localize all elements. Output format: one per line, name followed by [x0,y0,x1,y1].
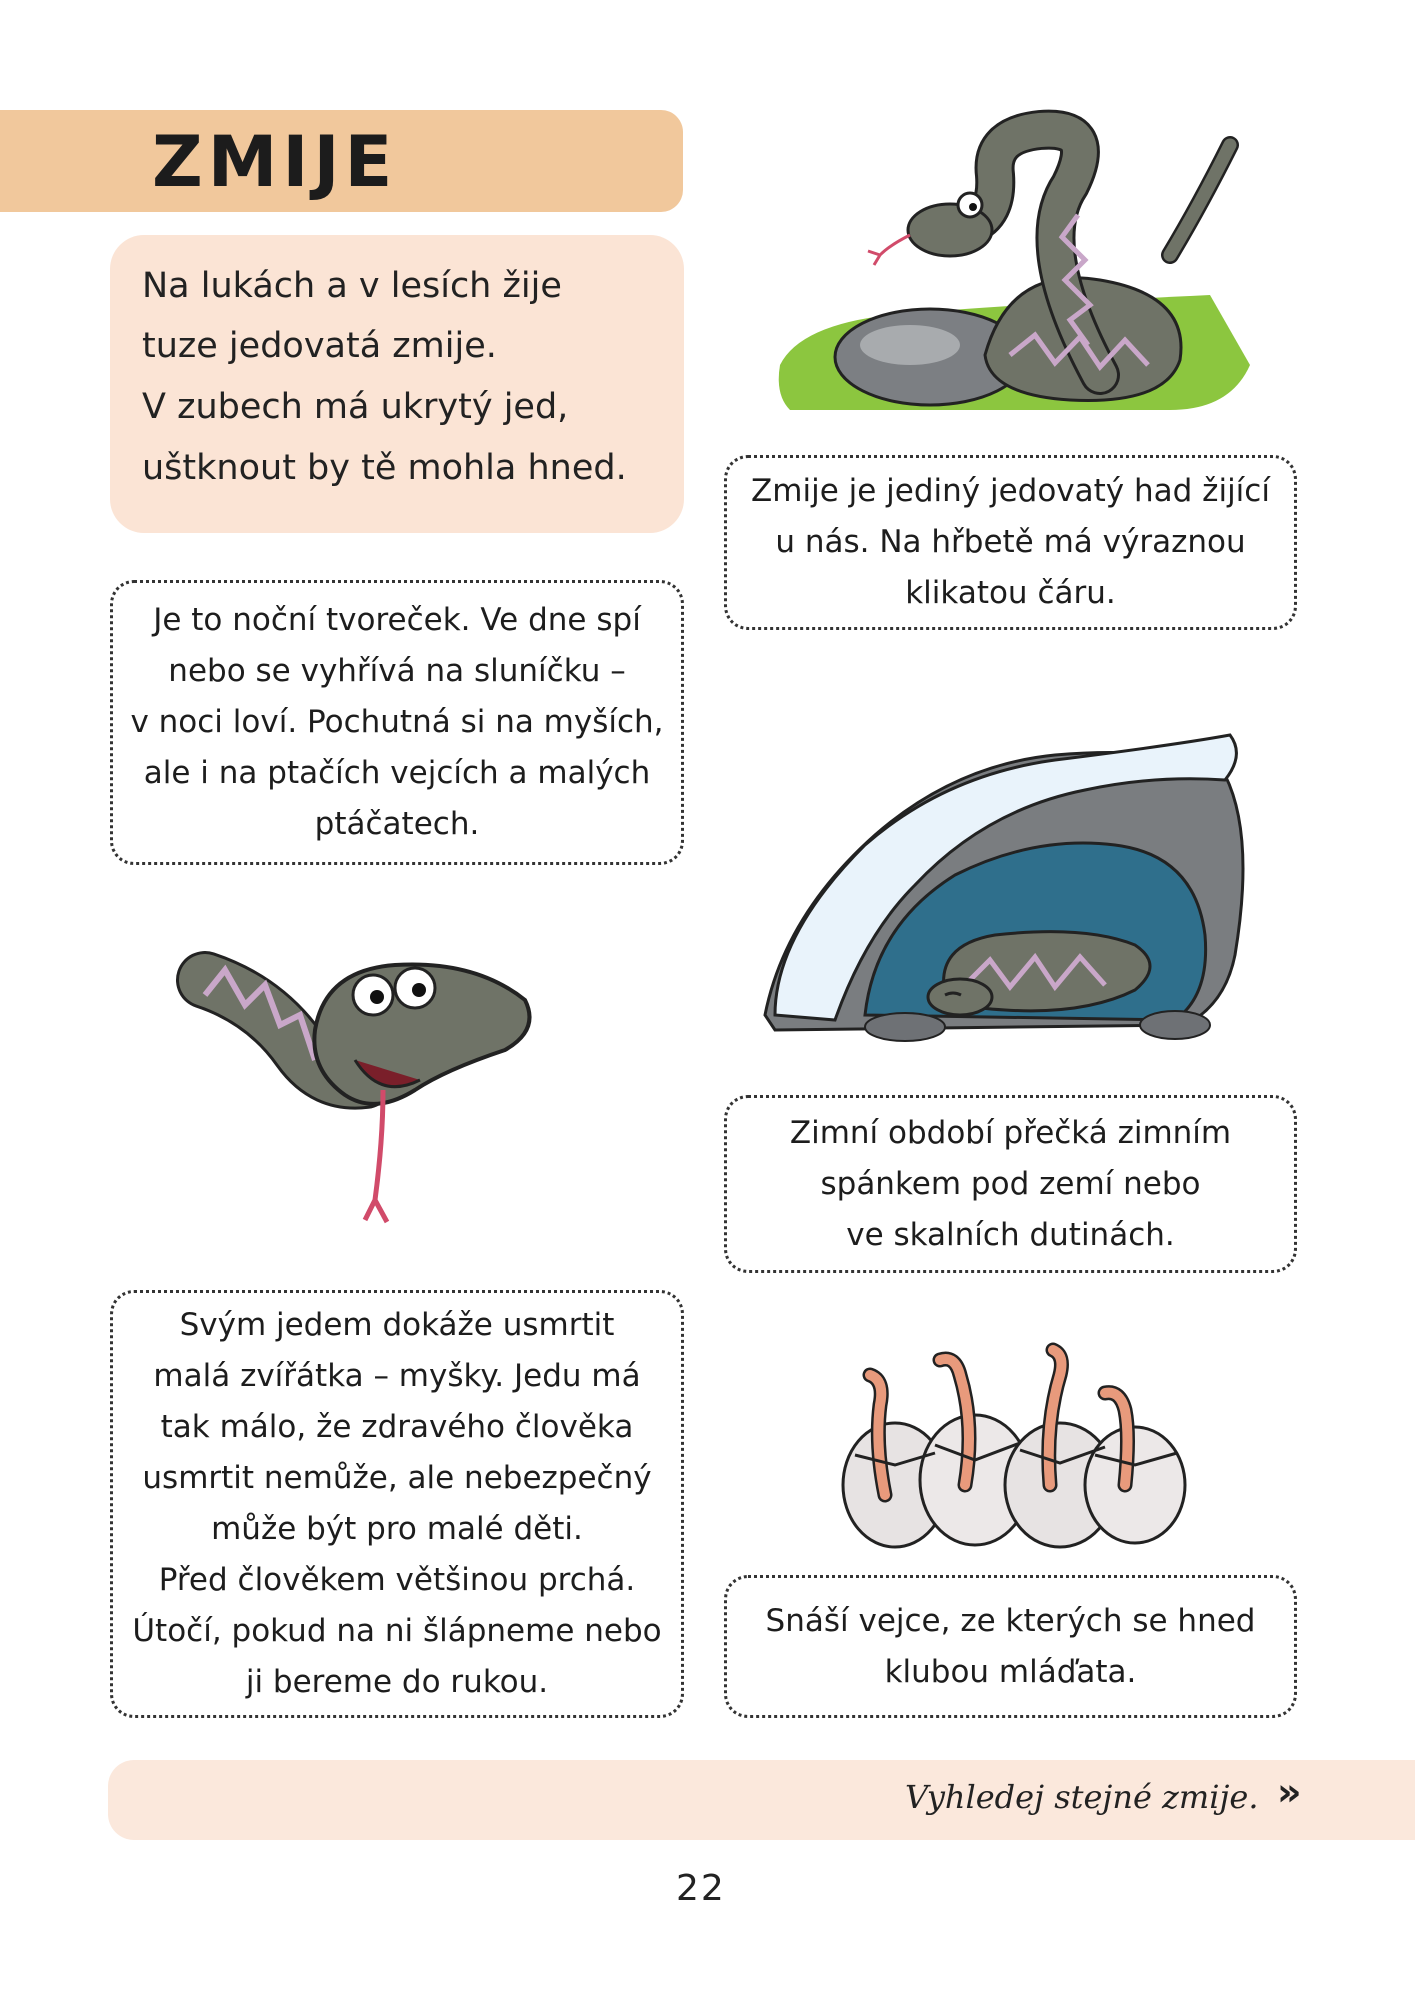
fact-text-eggs: Snáší vejce, ze kterých se hned klubou mláďata. [765,1602,1256,1690]
footer-instruction: Vyhledej stejné zmije. [905,1778,1259,1816]
fact-box-winter [724,1095,1297,1273]
hatching-snakes-illustration [825,1335,1195,1555]
poem-line: V zubech má ukrytý jed, [142,387,569,427]
fact-box-eggs [724,1575,1297,1718]
poem-line: tuze jedovatá zmije. [142,326,497,366]
poem-line: Na lukách a v lesích žije [142,266,562,306]
fact-box-night [110,580,684,865]
fact-text-night: Je to noční tvoreček. Ve dne spí nebo se vyhřívá na sluníčku – v noci loví. Pochutná si na myších, ale i na ptačích vejcích a malých ptáčatech. [130,602,664,842]
fact-box-venom [110,1290,684,1718]
fact-box-only-venomous [724,455,1297,630]
next-arrow-icon[interactable]: » [1277,1770,1302,1814]
snake-head-illustration [205,940,555,1260]
page-number: 22 [676,1868,726,1909]
poem-box [110,235,684,533]
poem-line: uštknout by tě mohla hned. [142,448,627,488]
fact-text-only-venomous: Zmije je jediný jedovatý had žijící u nás. Na hřbetě má výraznou klikatou čáru. [751,473,1270,611]
fact-text-venom: Svým jedem dokáže usmrtit malá zvířátka – myšky. Jedu má tak málo, že zdravého člověka usmrtit nemůže, ale nebezpečný může být pro malé děti. Před člověkem většinou prchá. Útočí, pokud na ni šlápneme nebo ji bereme do rukou. [132,1307,662,1700]
fact-text-winter: Zimní období přečká zimním spánkem pod zemí nebo ve skalních dutinách. [789,1114,1232,1253]
page-title: ZMIJE [152,121,398,203]
viper-in-snowy-cave-illustration [755,695,1275,1045]
viper-on-rock-illustration [770,105,1270,425]
